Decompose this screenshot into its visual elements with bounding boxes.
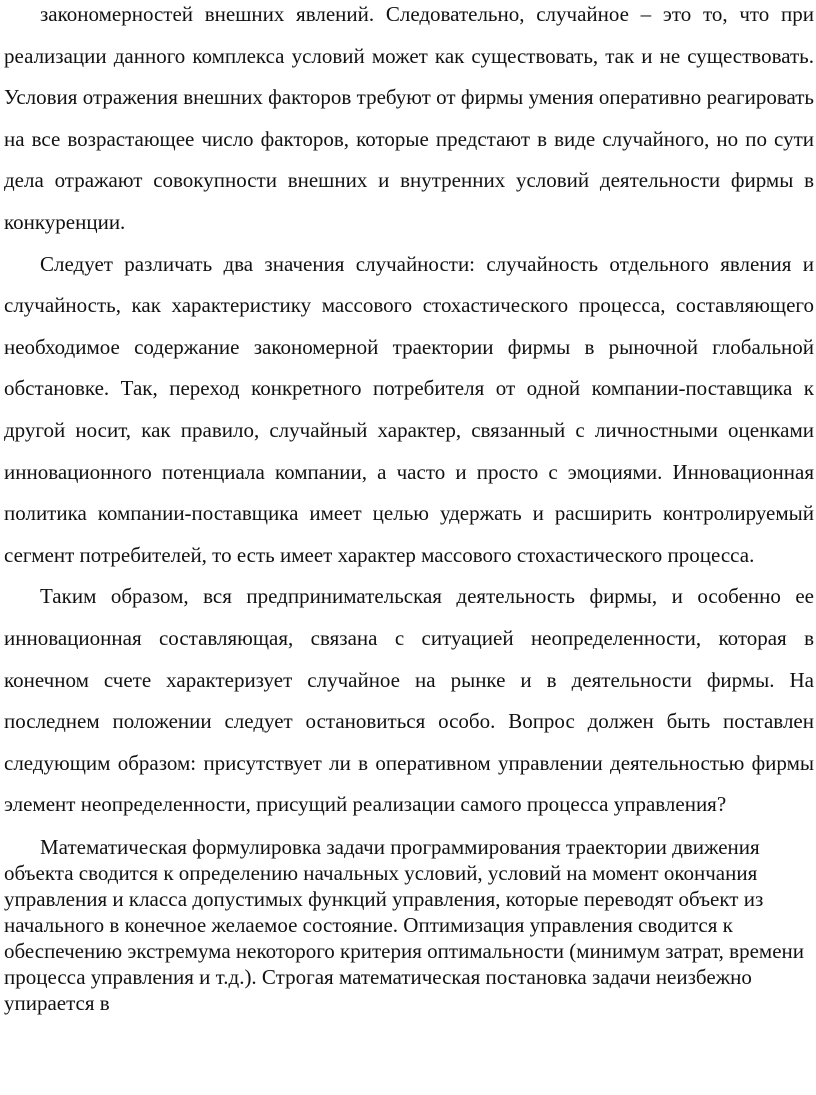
paragraph-1: закономерностей внешних явлений. Следовательно, случайное – это то, что при реализации данного комплекса условий может как существовать, так и не существовать. Условия отражения внешних факторов требуют от фирмы умения оперативно реагировать на все возрастающее число факторов, которые предстают в виде случайного, но по сути дела отражают совокупности внешних и внутренних условий деятельности фирмы в конкуренции. [4,2,814,234]
paragraph-2: Следует различать два значения случайности: случайность отдельного явления и случайность, как характеристику массового стохастического процесса, составляющего необходимое содержание закономерной траектории фирмы в рыночной глобальной обстановке. Так, переход конкретного потребителя от одной компании-поставщика к другой носит, как правило, случайный характер, связанный с личностными оценками инновационного потенциала компании, а часто и просто с эмоциями. Инновационная политика компании-поставщика имеет целью удержать и расширить контролируемый сегмент потребителей, то есть имеет характер массового стохастического процесса. [4,251,814,567]
paragraph-4: Математическая формулировка задачи программирования траектории движения объекта сводится к определению начальных условий, условий на момент окончания управления и класса допустимых функций управления, которые переводят объект из начального в конечное желаемое состояние. Оптимизация управления сводится к обеспечению экстремума некоторого критерия оптимальности (минимум затрат, времени процесса управления и т.д.). Строгая математическая постановка задачи неизбежно упирается в [4,834,805,1015]
paragraph-3: Таким образом, вся предпринимательская деятельность фирмы, и особенно ее инновационная составляющая, связана с ситуацией неопределенности, которая в конечном счете характеризует случайное на рынке и в деятельности фирмы. На последнем положении следует остановиться особо. Вопрос должен быть поставлен следующим образом: присутствует ли в оперативном управлении деятельностью фирмы элемент неопределенности, присущий реализации самого процесса управления? [4,584,814,817]
